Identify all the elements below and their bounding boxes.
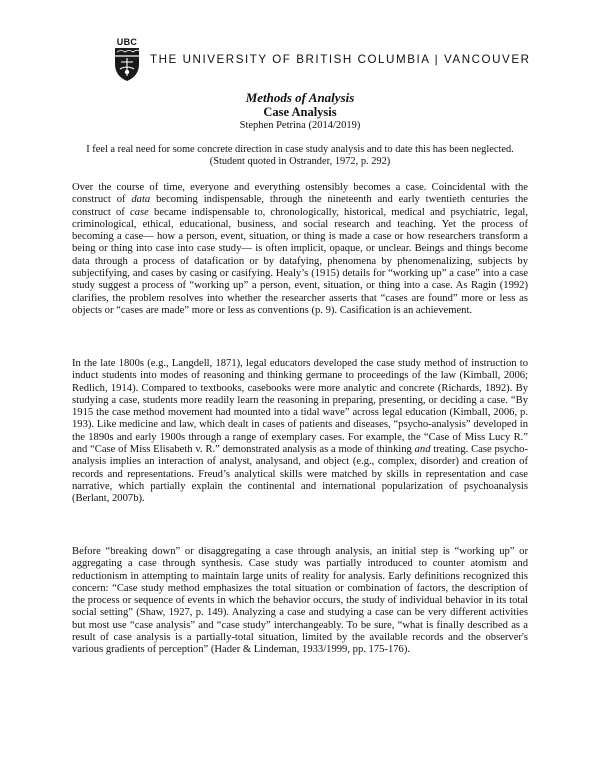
document-title: Case Analysis (263, 105, 337, 119)
paragraph-2: In the late 1800s (e.g., Langdell, 1871), legal educators developed the case study method of instruction to induct students into modes of reasoning and thinking germane to proceedings of the law (Kimball, 2006; Redlich, 1914). Compared to textbooks, casebooks were more analytic and concrete (Richards, 1892). By studying a case, students more readily learn the reasoning in preparing, presenting, or deciding a case. “By 1915 the case method movement had mounted into a tidal wave” across legal education (Kimball, 2006, p. 193). Like medicine and law, which dealt in cases of patients and diseases, “psycho-analysis” developed in the 1890s and early 1900s through a range of exemplary cases. For example, the “Case of Miss Lucy R.” and “Case of Miss Elisabeth v. R.” demonstrated analysis as a mode of thinking and treating. Case psycho-analysis implies an interaction of analyst, analysand, and object (e.g., complex, disorder) and creation of records and representations. Freud’s analytical skills were matched by skills in representation and case narrative, which partially explain the continental and international popularization of psychoanalysis (Berlant, 2007b). (72, 358, 528, 505)
university-header (112, 36, 552, 84)
ubc-crest-logo (112, 36, 142, 82)
logo-text: UBC (116, 37, 138, 47)
university-wordmark: THE UNIVERSITY OF BRITISH COLUMBIA | VANCOUVER (150, 53, 531, 66)
emphasis-and: and (414, 444, 431, 456)
emphasis-data: data (131, 194, 151, 206)
paragraph-1: Over the course of time, everyone and everything ostensibly becomes a case. Coincidental with the construct of data becoming indispensable, through the nineteenth and early twentieth centuries the construct of case became indispensable to, chronologically, historical, medical and psychiatric, legal, criminological, ethical, educational, business, and social research and teaching. Yet the process of becoming a case— how a person, event, situation, or thing is made a case or how researchers transform a being or thing into case into case study— is often implicit, opaque, or unclear. Beings and things become data through a process of datafication or by datafying, phenomena by phenomenalizing, subjects by subjectifying, and cases by casing or casifying. Healy’s (1915) details for “working up” a case” into a case study suggest a process of “working up” a person, event, situation, or thing into a case. As Ragin (1992) clarifies, the problem resolves into whether the researcher asserts that “cases are found” more or less as objects or “cases are made” more or less as conventions (p. 9). Casification is an achievement. (72, 182, 528, 316)
series-title: Methods of Analysis (245, 90, 355, 105)
epigraph (70, 144, 530, 168)
title-block (0, 90, 600, 132)
epigraph-quote: I feel a real need for some concrete direction in case study analysis and to date this has been neglected. (86, 144, 514, 155)
paragraph-3: Before “breaking down” or disaggregating a case through analysis, an initial step is “working up” or aggregating a case through synthesis. Case study was partially introduced to counter atomism and reductionism in attempting to maintain large units of reality for analysis. Early definitions recognized this concern: “Case study method emphasizes the total situation or combination of factors, the description of the process or sequence of events in which the behavior occurs, the study of individual behavior in its total social setting” (Shaw, 1927, p. 149). Analyzing a case and studying a case can be very different activities but most use “case analysis” and “case study” interchangeably. To be sure, “what is finally described as a result of case analysis is a partially-total situation, limited by the available records and the observer's various gradients of perception” (Hader & Lindeman, 1933/1999, pp. 175-176). (72, 546, 528, 656)
epigraph-attribution: (Student quoted in Ostrander, 1972, p. 292) (209, 156, 391, 167)
emphasis-case: case (130, 206, 149, 218)
author-line: Stephen Petrina (2014/2019) (239, 120, 361, 131)
